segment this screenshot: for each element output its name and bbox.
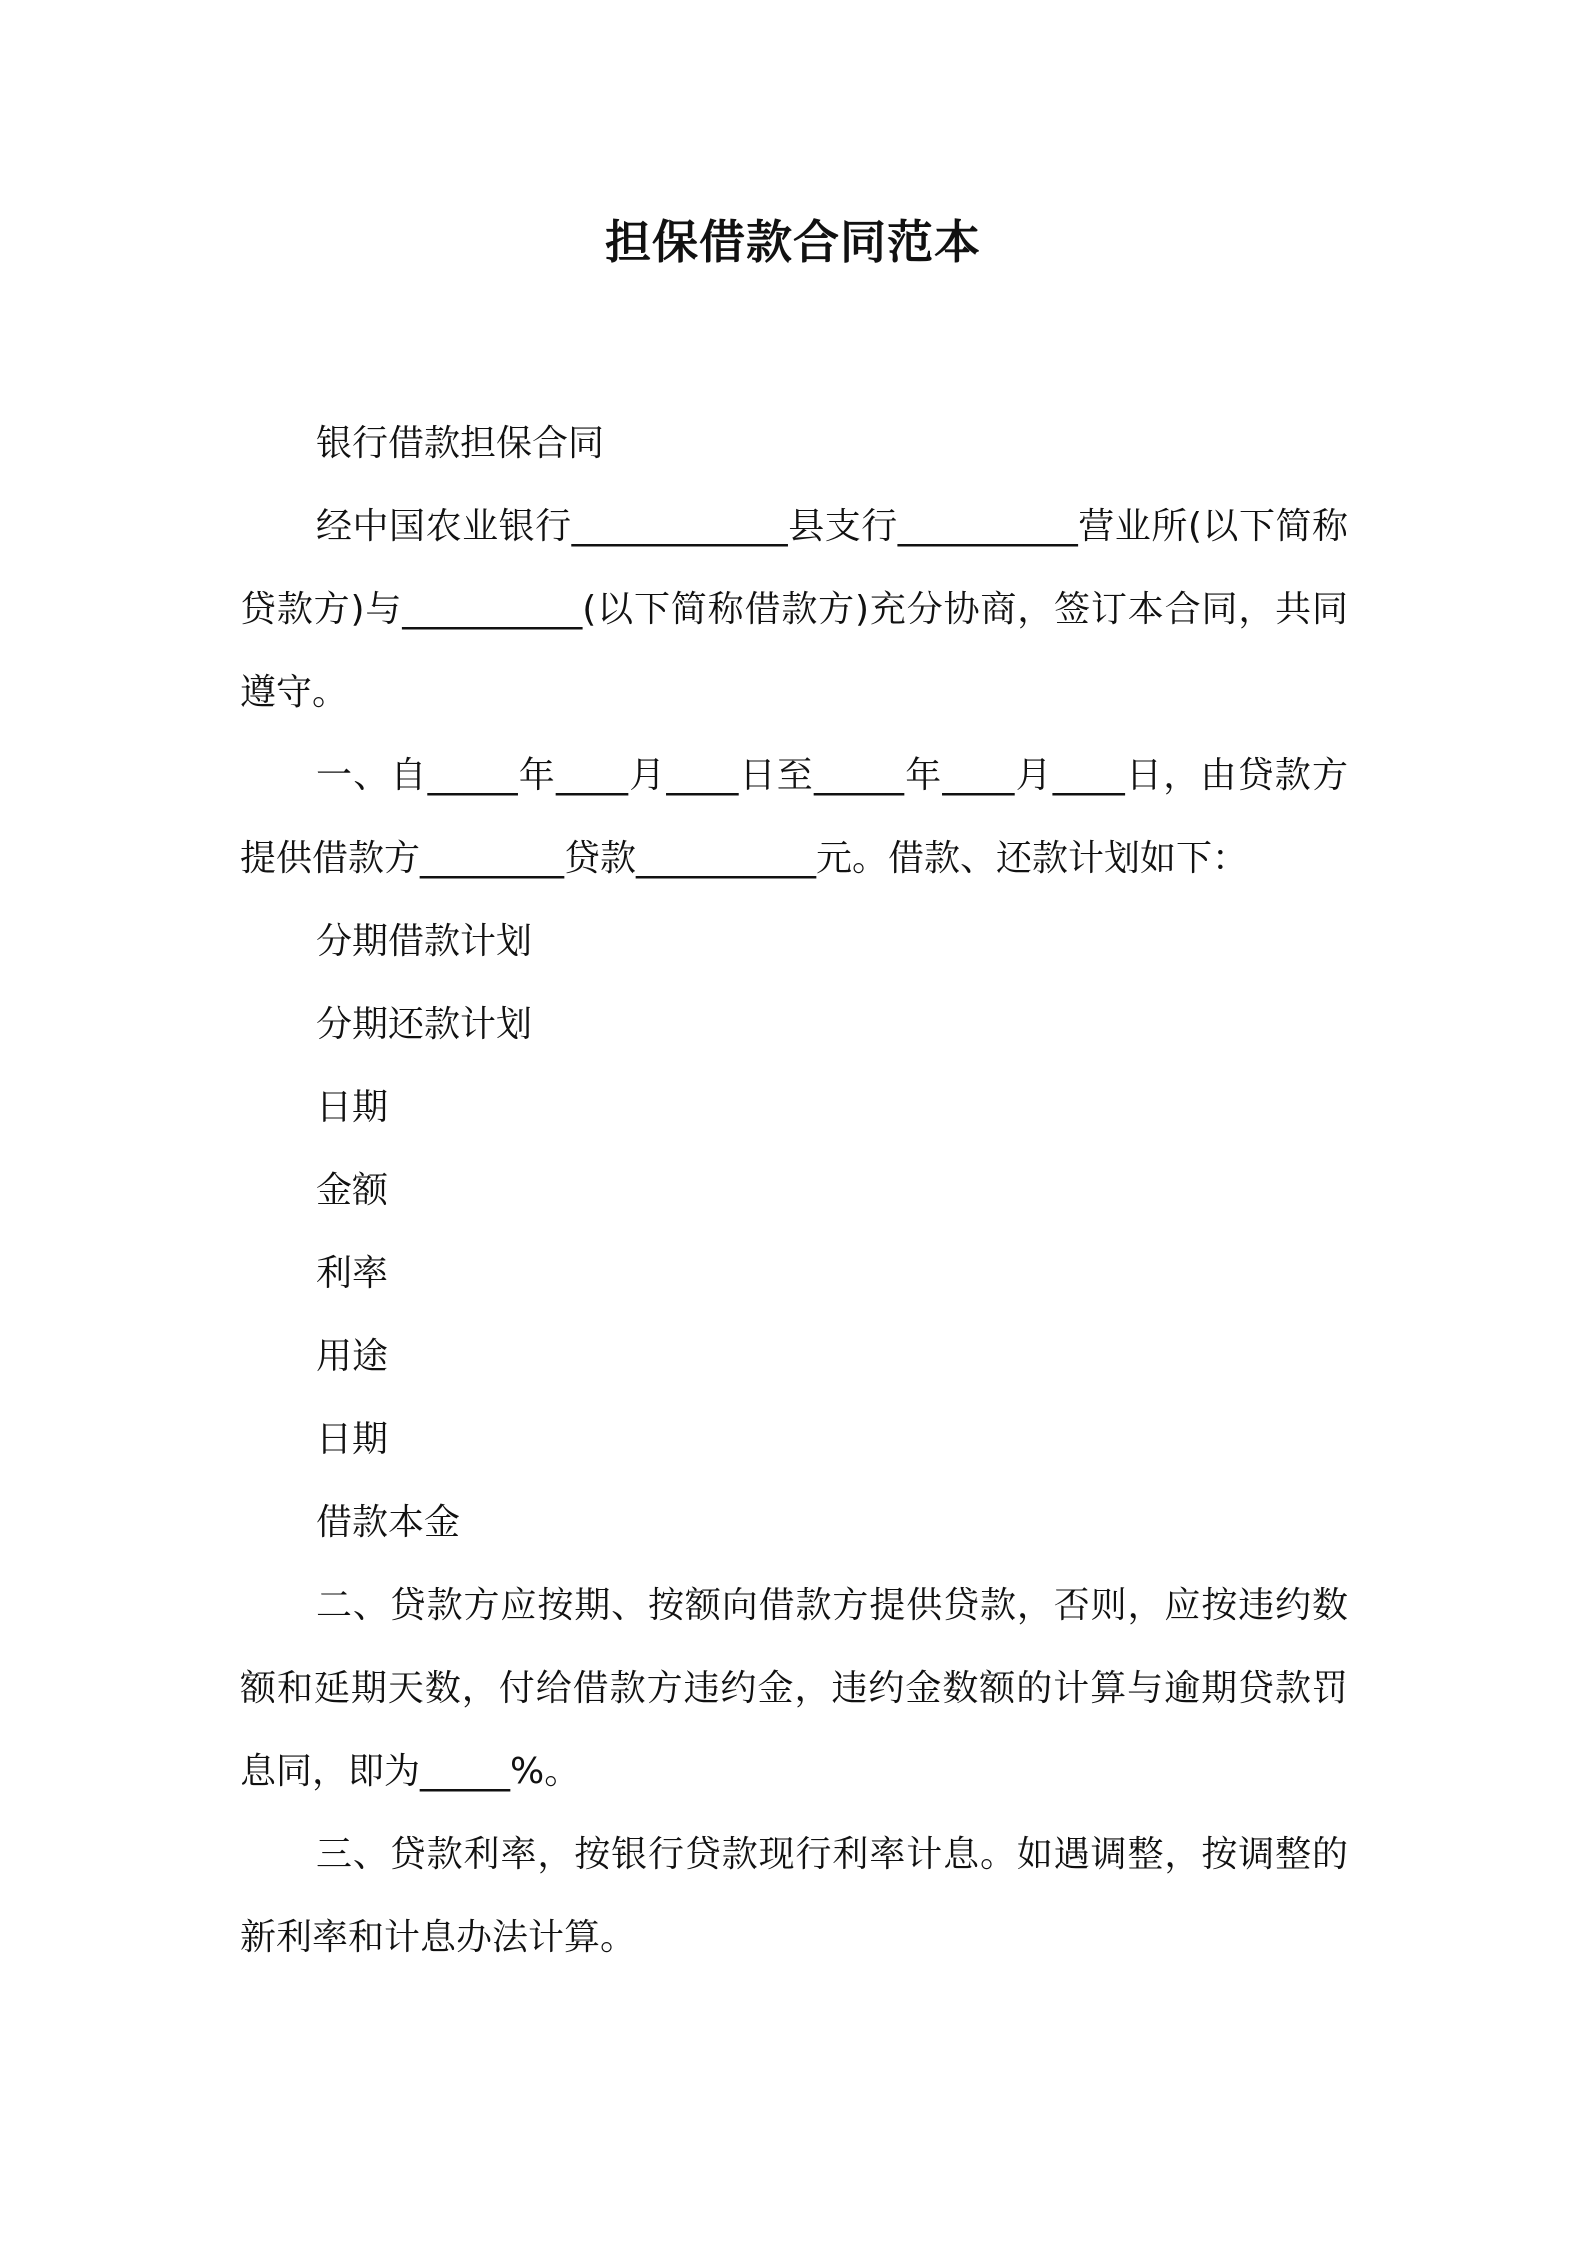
intro-paragraph: 经中国农业银行____________县支行__________营业所(以下简称贷款方)与__________(以下简称借款方)充分协商，签订本合同，共同遵守。 [240, 506, 1348, 713]
contract-subtitle: 银行借款担保合同 [316, 423, 605, 464]
list-item: 金额 [316, 1170, 389, 1211]
list-item: 分期借款计划 [316, 921, 533, 962]
clause-one: 一、自_____年____月____日至_____年____月____日，由贷款方提供借款方________贷款__________元。借款、还款计划如下： [240, 755, 1348, 879]
list-item: 分期还款计划 [316, 1004, 533, 1045]
document-title: 担保借款合同范本 [605, 215, 981, 269]
list-item: 日期 [316, 1419, 389, 1460]
list-item: 利率 [316, 1253, 389, 1294]
list-item: 用途 [316, 1336, 389, 1377]
list-item: 借款本金 [316, 1502, 461, 1543]
clause-three: 三、贷款利率，按银行贷款现行利率计息。如遇调整，按调整的新利率和计息办法计算。 [240, 1834, 1348, 1958]
document-body [240, 402, 1348, 1979]
list-item: 日期 [316, 1087, 389, 1128]
clause-two: 二、贷款方应按期、按额向借款方提供贷款，否则，应按违约数额和延期天数，付给借款方违约金，违约金数额的计算与逾期贷款罚息同，即为_____%。 [240, 1585, 1348, 1792]
